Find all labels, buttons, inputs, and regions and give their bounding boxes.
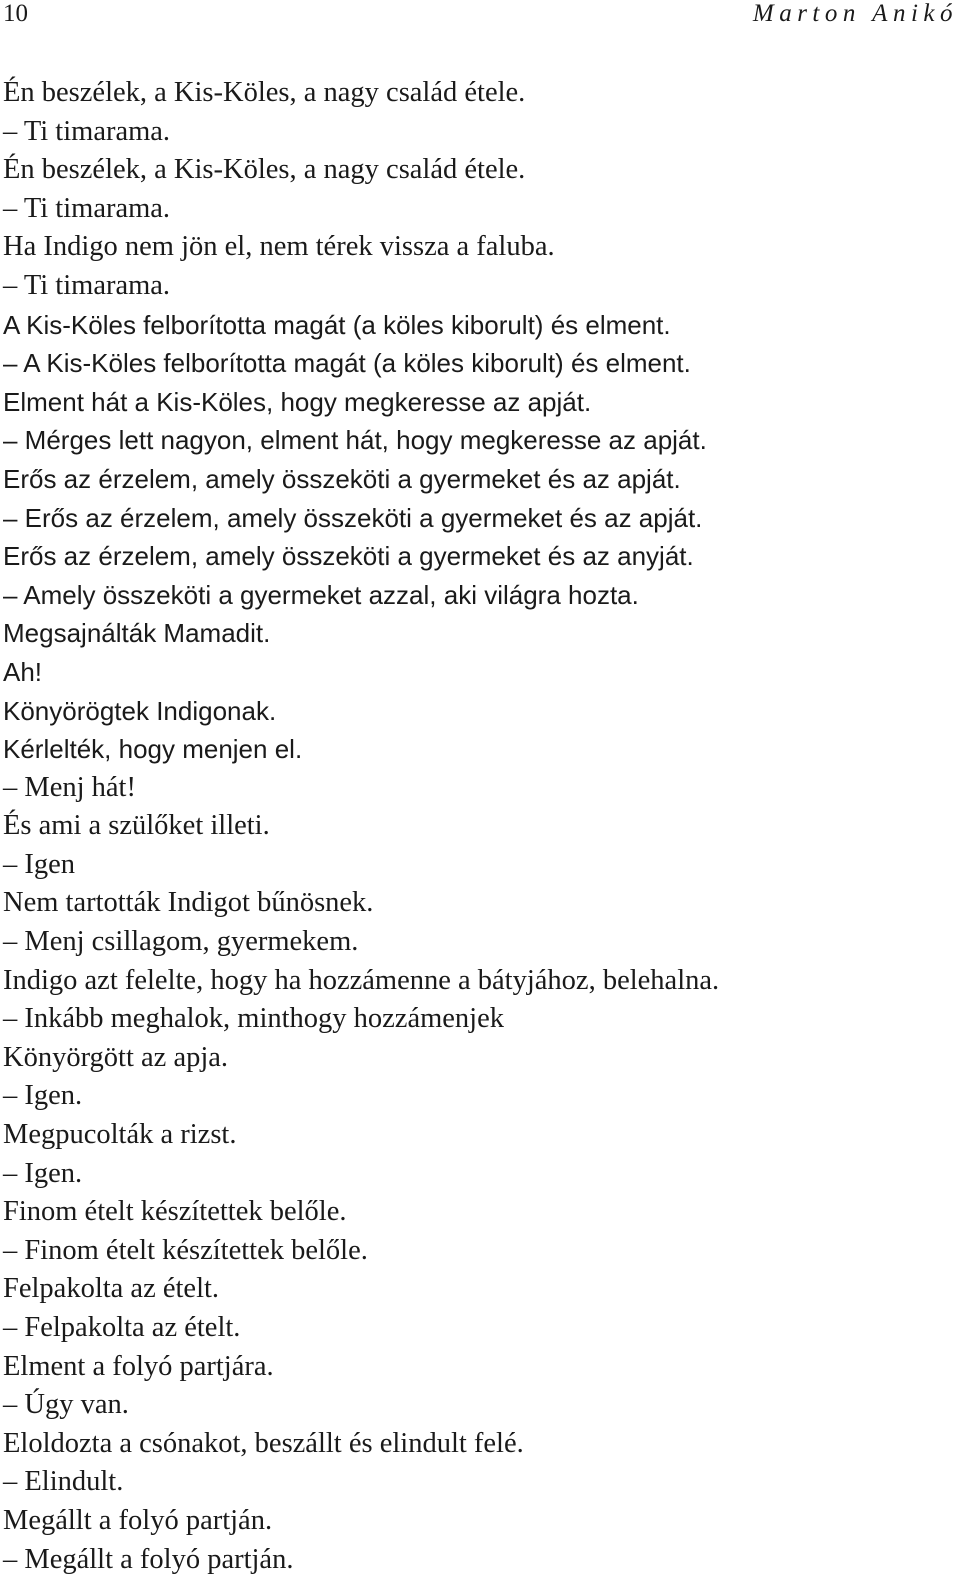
text-line: Könyörögtek Indigonak. [3, 695, 277, 726]
text-line: A Kis-Köles felborította magát (a köles kiborult) és elment. [3, 309, 671, 340]
text-line: Eloldozta a csónakot, beszállt és elindult felé. [3, 1427, 524, 1459]
text-line: – Úgy van. [3, 1389, 129, 1421]
text-line: Finom ételt készítettek belőle. [3, 1196, 347, 1228]
text-line: Megpucolták a rizst. [3, 1119, 237, 1151]
text-line: – Ti timarama. [3, 269, 171, 301]
text-line: Erős az érzelem, amely összeköti a gyermeket és az anyját. [3, 541, 694, 572]
page-header [0, 0, 960, 40]
text-line: Én beszélek, a Kis-Köles, a nagy család étele. [3, 77, 526, 108]
text-line: – Ti timarama. [3, 192, 171, 224]
text-line: – Inkább meghalok, minthogy hozzámenjek [3, 1003, 504, 1035]
text-line: – Menj csillagom, gyermekem. [3, 926, 359, 958]
text-line: Könyörgött az apja. [3, 1041, 229, 1073]
text-line: Én beszélek, a Kis-Köles, a nagy család étele. [3, 154, 526, 186]
text-line: – Erős az érzelem, amely összeköti a gyermeket és az apját. [3, 502, 703, 533]
text-body [3, 74, 953, 1579]
text-line: – Igen [3, 848, 76, 880]
text-line: – Mérges lett nagyon, elment hát, hogy megkeresse az apját. [3, 425, 707, 456]
text-line: – Ti timarama. [3, 115, 171, 147]
text-line: Ah! [3, 656, 43, 687]
text-line: – Felpakolta az ételt. [3, 1312, 241, 1343]
text-line: – Igen. [3, 1080, 83, 1112]
text-line: Felpakolta az ételt. [3, 1273, 220, 1305]
text-line: Elment a folyó partjára. [3, 1350, 274, 1382]
text-line: – Elindult. [3, 1466, 124, 1498]
text-line: Elment hát a Kis-Köles, hogy megkeresse az apját. [3, 386, 592, 417]
text-line: És ami a szülőket illeti. [3, 810, 270, 842]
text-line: Erős az érzelem, amely összeköti a gyermeket és az apját. [3, 463, 681, 494]
text-line: – Megállt a folyó partján. [3, 1543, 294, 1575]
text-line: Indigo azt felelte, hogy ha hozzámenne a bátyjához, belehalna. [3, 964, 720, 996]
text-line: Megsajnálták Mamadit. [3, 618, 271, 649]
running-head-author: Marton Anikó [752, 0, 958, 27]
text-line: – Amely összeköti a gyermeket azzal, aki világra hozta. [3, 579, 639, 610]
text-line: – Menj hát! [3, 771, 136, 803]
text-line: – Finom ételt készítettek belőle. [3, 1234, 368, 1266]
text-line: – A Kis-Köles felborította magát (a köles kiborult) és elment. [3, 348, 691, 379]
text-line: – Igen. [3, 1157, 83, 1189]
text-line: Kérlelték, hogy menjen el. [3, 734, 303, 765]
page-number: 10 [3, 0, 28, 27]
text-line: Nem tartották Indigot bűnösnek. [3, 887, 374, 919]
text-line: Ha Indigo nem jön el, nem térek vissza a faluba. [3, 231, 555, 263]
text-line: Megállt a folyó partján. [3, 1504, 273, 1536]
